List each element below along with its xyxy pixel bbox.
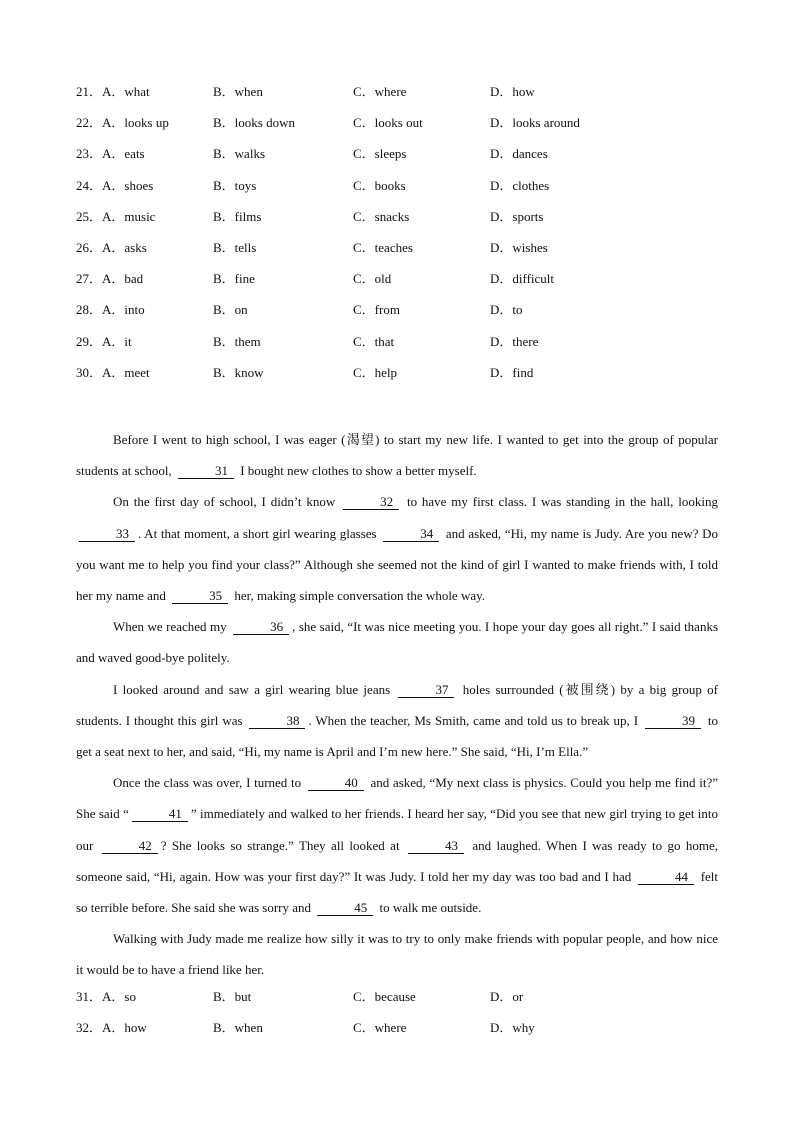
blank-41: 41 (132, 807, 188, 822)
blank-38: 38 (249, 714, 305, 729)
text: ” immediately and walked to her friends. I heard her say, “Did you see that new girl trying to get into our (76, 806, 718, 853)
passage-paragraph-3 (76, 611, 718, 673)
option-d: D．or (490, 989, 524, 1004)
option-a (76, 238, 147, 258)
blank-32: 32 (343, 495, 399, 510)
q-num: 31． (76, 989, 103, 1004)
text: . At that moment, a short girl wearing glasses (138, 525, 377, 541)
q-num: 27． (76, 271, 103, 287)
text: ? She looks so strange.” They all looked at (160, 837, 400, 853)
option-row-26 (76, 238, 726, 269)
text: When we reached my (113, 619, 227, 635)
option-c: C．that (353, 333, 395, 349)
option-row-25 (76, 207, 726, 238)
option-a (76, 363, 150, 383)
option-a-text: A．bad (102, 271, 144, 287)
option-a-text: A．it (102, 333, 132, 349)
option-b: B．but (213, 989, 252, 1004)
blank-45: 45 (317, 901, 373, 916)
option-a-text: A．into (102, 302, 145, 318)
options-list-21-30 (76, 82, 726, 394)
option-c: C．help (353, 364, 398, 380)
q-num: 21． (76, 84, 103, 99)
option-row-21 (76, 82, 726, 113)
option-a (76, 82, 150, 102)
passage-paragraph-6: Walking with Judy made me realize how silly it was to try to only make friends with popular people, and how nice it would be to have a friend like her. (76, 931, 718, 978)
option-a-text: A．shoes (102, 177, 154, 193)
cloze-passage (76, 424, 718, 986)
option-row-32 (76, 1018, 726, 1049)
option-b: B．when (213, 1020, 263, 1036)
option-a (76, 207, 155, 227)
option-b: B．on (213, 302, 248, 318)
option-b: B．them (213, 333, 261, 349)
blank-35: 35 (172, 589, 228, 604)
blank-39: 39 (645, 714, 701, 729)
option-d: D．clothes (490, 177, 550, 193)
option-a-text: A．so (102, 989, 136, 1004)
text: to get a seat next to her, and said, “Hi, my name is April and I’m new here.” She said, “Hi, I’m Ella.” (76, 712, 719, 760)
option-a-text: A．asks (102, 239, 147, 255)
option-d: D．why (490, 1020, 535, 1036)
text: Once the class was over, I turned to (113, 775, 302, 791)
blank-44: 44 (638, 870, 694, 885)
option-c: C．sleeps (353, 146, 407, 162)
option-row-30 (76, 363, 726, 394)
option-b: B．know (213, 364, 264, 380)
option-c: C．books (353, 177, 406, 193)
option-row-22 (76, 113, 726, 144)
q-num: 30． (76, 364, 103, 380)
option-b: B．walks (213, 146, 266, 162)
option-c: C．teaches (353, 239, 413, 255)
q-num: 32． (76, 1020, 103, 1036)
q-num: 29． (76, 333, 103, 349)
option-d: D．dances (490, 146, 548, 162)
option-b: B．looks down (213, 115, 295, 131)
blank-31: 31 (178, 464, 234, 479)
blank-33: 33 (79, 527, 135, 542)
option-row-27 (76, 269, 726, 300)
option-a (76, 332, 132, 352)
option-row-28 (76, 300, 726, 331)
option-c: C．where (353, 84, 407, 99)
text: On the first day of school, I didn’t know (113, 494, 336, 510)
option-a-text: A．meet (102, 364, 150, 380)
option-row-24 (76, 176, 726, 207)
blank-34: 34 (383, 527, 439, 542)
option-d: D．looks around (490, 115, 580, 131)
text: and asked, “Hi, my name is Judy. Are you new? Do you want me to help you find your class?” Although she seemed not the kind of girl I wanted to make friends with, I told her my name and (76, 525, 719, 604)
option-a (76, 144, 145, 164)
option-d: D．find (490, 364, 534, 380)
q-num: 23． (76, 146, 103, 162)
option-c: C．snacks (353, 208, 410, 224)
option-a (76, 113, 169, 133)
text: felt so terrible before. She said she was sorry and (76, 868, 719, 916)
q-num: 28． (76, 302, 103, 318)
option-c: C．because (353, 989, 416, 1004)
option-b: B．tells (213, 239, 257, 255)
q-num: 24． (76, 177, 103, 193)
q-num: 26． (76, 239, 103, 255)
option-d: D．to (490, 302, 523, 318)
blank-42: 42 (102, 839, 158, 854)
option-a (76, 176, 153, 196)
text: , she said, “It was nice meeting you. I hope your day goes all right.” I said thanks and waved good-bye politely. (76, 619, 719, 666)
option-row-29 (76, 332, 726, 363)
option-a (76, 269, 143, 289)
option-b: B．films (213, 208, 262, 224)
q-num: 22． (76, 115, 103, 131)
passage-paragraph-4 (76, 674, 718, 768)
text: and asked, “My next class is physics. Could you help me find it?” She said “ (76, 775, 718, 822)
option-a (76, 987, 136, 1007)
q-num: 25． (76, 208, 103, 224)
text: her, making simple conversation the whole way. (234, 588, 486, 604)
passage-paragraph-2 (76, 486, 718, 611)
text: to walk me outside. (379, 900, 482, 916)
option-a (76, 1018, 147, 1038)
passage-paragraph-1 (76, 424, 718, 486)
option-b: B．fine (213, 271, 255, 287)
option-a (76, 300, 145, 320)
option-b: B．when (213, 84, 263, 99)
option-row-31 (76, 987, 726, 1018)
option-d: D．wishes (490, 239, 548, 255)
option-c: C．looks out (353, 115, 423, 131)
option-d: D．difficult (490, 271, 555, 287)
option-a-text: A．eats (102, 146, 145, 162)
option-a-text: A．music (102, 208, 156, 224)
text: I bought new clothes to show a better myself. (240, 463, 477, 479)
option-c: C．old (353, 271, 392, 287)
option-a-text: A．how (102, 1020, 147, 1036)
option-a-text: A．what (102, 84, 150, 99)
option-c: C．from (353, 302, 400, 318)
option-d: D．there (490, 333, 539, 349)
option-b: B．toys (213, 177, 257, 193)
option-c: C．where (353, 1020, 407, 1036)
blank-40: 40 (308, 776, 364, 791)
option-d: D．sports (490, 208, 544, 224)
text: and laughed. When I was ready to go home, someone said, “Hi, again. How was your first day?” It was Judy. I told her my day was too bad and I had (76, 837, 719, 884)
blank-37: 37 (398, 683, 454, 698)
text: to have my first class. I was standing in the hall, looking (406, 494, 718, 510)
options-list-31-32 (76, 987, 726, 1049)
option-row-23 (76, 144, 726, 175)
text: I looked around and saw a girl wearing blue jeans (113, 681, 391, 697)
blank-36: 36 (233, 620, 289, 635)
text: holes surrounded (被围绕) by a big group of students. I thought this girl was (76, 681, 719, 728)
passage-paragraph-5 (76, 767, 718, 923)
text: . When the teacher, Ms Smith, came and told us to break up, I (308, 712, 639, 728)
option-a-text: A．looks up (102, 115, 169, 131)
blank-43: 43 (408, 839, 464, 854)
text: Before I went to high school, I was eager (渴望) to start my new life. I wanted to get into the group of popular students at school, (76, 432, 718, 479)
option-d: D．how (490, 84, 535, 99)
